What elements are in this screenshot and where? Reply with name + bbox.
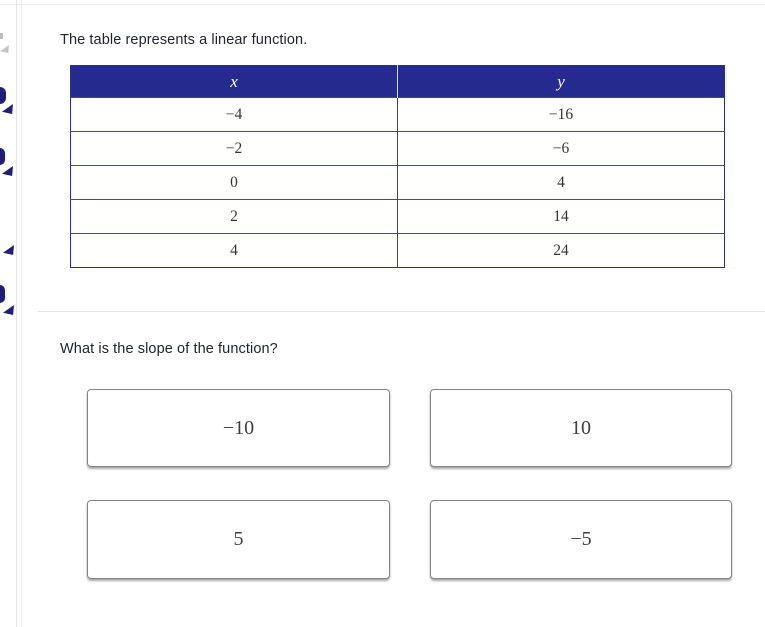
- answer-choice-neg-5[interactable]: −5: [430, 500, 732, 579]
- content-left-border: [21, 0, 22, 627]
- clipped-fragment-icon: [3, 305, 14, 315]
- math-y-label: y: [557, 71, 565, 91]
- answer-choice-10[interactable]: 10: [430, 389, 732, 467]
- cell-y: 24: [398, 234, 725, 268]
- cell-y: 14: [398, 200, 725, 234]
- cell-x: 2: [71, 200, 398, 234]
- question-intro-text: The table represents a linear function.: [60, 32, 308, 48]
- cell-x: −2: [71, 132, 398, 166]
- clipped-fragment-icon: [2, 104, 13, 114]
- table-row: [71, 132, 725, 166]
- table-row: [71, 234, 725, 268]
- linear-function-table: [70, 65, 725, 268]
- table-header-row: [71, 66, 725, 98]
- cell-y: −6: [398, 132, 725, 166]
- table-row: [71, 98, 725, 132]
- clipped-fragment-icon: [0, 87, 6, 104]
- clipped-fragment-icon: [3, 245, 14, 255]
- clipped-fragment-icon: [0, 45, 9, 53]
- clipped-fragment-icon: [0, 33, 3, 39]
- cell-x: −4: [71, 98, 398, 132]
- left-rail-divider: [16, 0, 17, 627]
- question-prompt-text: What is the slope of the function?: [60, 341, 278, 357]
- cell-y: −16: [398, 98, 725, 132]
- math-x-label: x: [230, 71, 238, 91]
- cell-x: 0: [71, 166, 398, 200]
- clipped-fragment-icon: [0, 285, 5, 303]
- table-row: [71, 200, 725, 234]
- answer-choice-5[interactable]: 5: [87, 500, 390, 579]
- table-header-y: [398, 66, 725, 98]
- answer-choice-neg-10[interactable]: −10: [87, 389, 390, 467]
- section-divider: [38, 311, 765, 312]
- table-header-x: [71, 66, 398, 98]
- cell-x: 4: [71, 234, 398, 268]
- clipped-fragment-icon: [0, 148, 5, 165]
- table-row: [71, 166, 725, 200]
- clipped-fragment-icon: [2, 166, 13, 176]
- top-divider: [0, 4, 765, 5]
- left-rail-clipped-content: [0, 0, 22, 627]
- cell-y: 4: [398, 166, 725, 200]
